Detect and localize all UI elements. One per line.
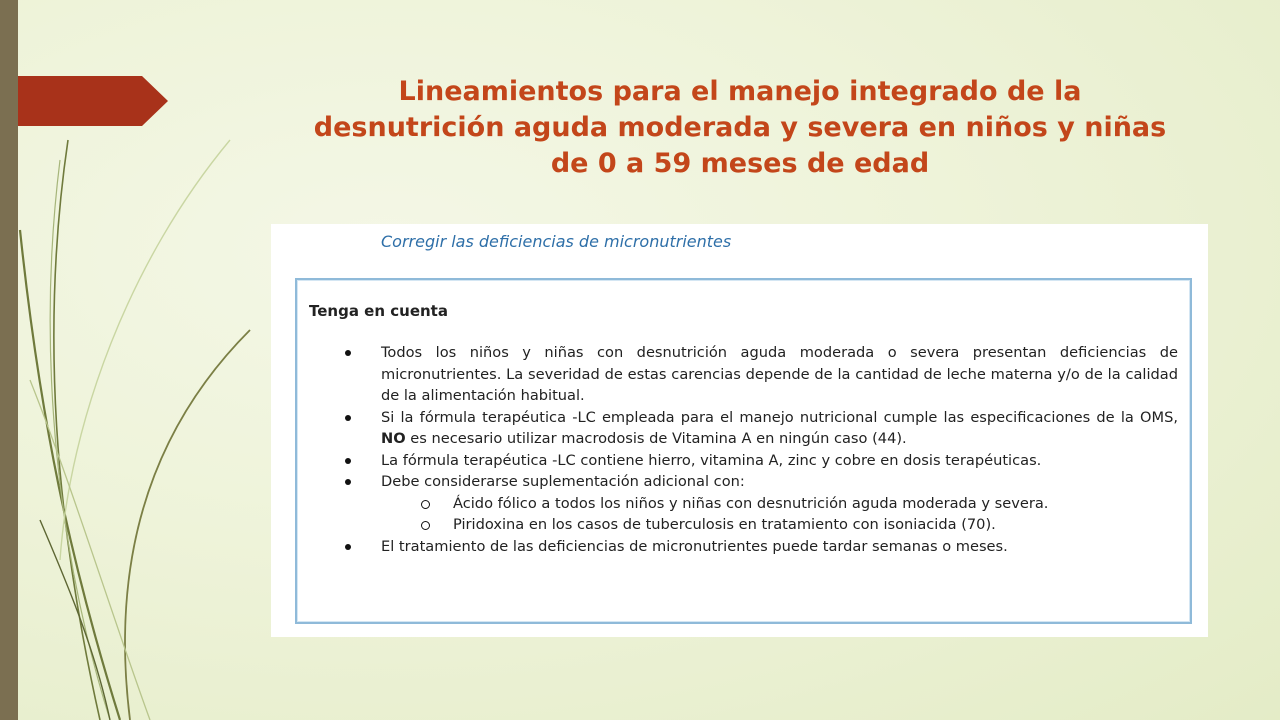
slide-title-line-1: Lineamientos para el manejo integrado de la — [398, 76, 1082, 107]
bullet-text: Debe considerarse suplementación adicional con: — [381, 473, 745, 490]
sub-bullet-text: Ácido fólico a todos los niños y niñas con desnutrición aguda moderada y severa. — [453, 494, 1049, 512]
bullet-dot-icon — [345, 544, 351, 550]
slide-title-line-2: desnutrición aguda moderada y severa en niños y niñas — [313, 112, 1167, 143]
sub-bullet-list — [381, 493, 1178, 536]
title-arrow-shape — [18, 76, 168, 126]
bullet-item — [297, 536, 1190, 558]
bullet-text-emphasis: NO — [381, 430, 406, 447]
sub-bullet-text: Piridoxina en los casos de tuberculosis en tratamiento con isoniacida (70). — [453, 516, 996, 533]
bullet-item — [297, 471, 1190, 536]
sub-bullet-item — [381, 493, 1178, 515]
notice-box-title: Tenga en cuenta — [309, 302, 448, 320]
bullet-item — [297, 342, 1190, 407]
circle-bullet-icon — [421, 500, 430, 509]
bullet-dot-icon — [345, 479, 351, 485]
bullet-text: Todos los niños y niñas con desnutrición aguda moderada o severa presentan deficiencias de micronutrientes. La severidad de estas carencias depende de la cantidad de leche materna y/o de la calidad de la alimentación habitual. — [381, 344, 1178, 404]
section-heading: Corregir las deficiencias de micronutrientes — [381, 232, 732, 251]
bullet-dot-icon — [345, 350, 351, 356]
bullet-text: El tratamiento de las deficiencias de micronutrientes puede tardar semanas o meses. — [381, 537, 1008, 555]
bullet-item — [297, 450, 1190, 472]
bullet-item — [297, 407, 1190, 450]
sub-bullet-item — [381, 514, 1178, 536]
bullet-text — [381, 407, 1178, 450]
slide-title-line-3: de 0 a 59 meses de edad — [550, 148, 930, 179]
bullet-text-part: es necesario utilizar macrodosis de Vitamina A en ningún caso (44). — [405, 430, 907, 447]
slide-title — [270, 74, 1210, 182]
document-excerpt-image — [271, 224, 1208, 637]
notice-box — [295, 278, 1192, 624]
bullet-list — [297, 342, 1190, 557]
bullet-dot-icon — [345, 458, 351, 464]
bullet-dot-icon — [345, 415, 351, 421]
bullet-text-part: Si la fórmula terapéutica -LC empleada para el manejo nutricional cumple las especificaciones de la OMS, — [381, 408, 1178, 426]
bullet-text: La fórmula terapéutica -LC contiene hierro, vitamina A, zinc y cobre en dosis terapéuticas. — [381, 451, 1042, 469]
circle-bullet-icon — [421, 521, 430, 530]
